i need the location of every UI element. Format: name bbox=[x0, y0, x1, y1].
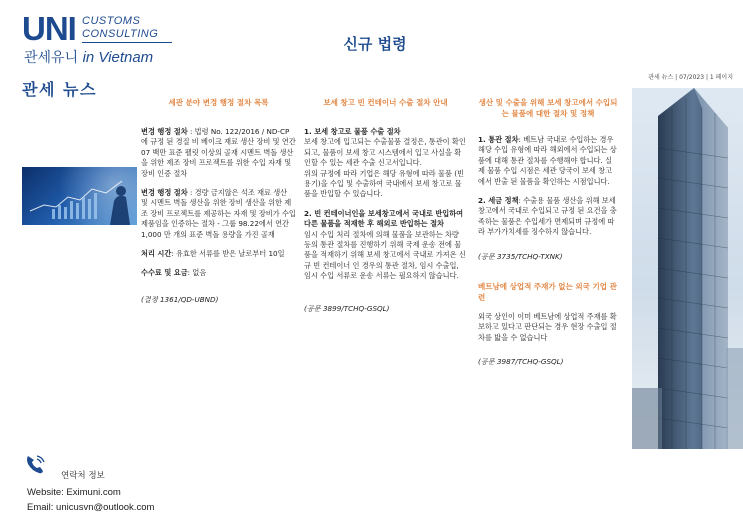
logo-sub-korean: 관세유니 bbox=[24, 50, 79, 66]
column-bonded-warehouse bbox=[304, 97, 467, 314]
company-logo bbox=[22, 12, 172, 67]
page-title: 신규 법령 bbox=[343, 35, 407, 53]
contact-email[interactable]: Email: unicusvn@outlook.com bbox=[27, 502, 155, 513]
column3-reference1: (공문 3735/TCHQ-TXNK) bbox=[478, 251, 563, 261]
logo-customs-text: CUSTOMS bbox=[82, 15, 141, 27]
column3-heading: 생산 및 수출을 위해 보세 창고에서 수입되는 물품에 대한 절차 및 정책 bbox=[478, 98, 618, 118]
logo-divider bbox=[82, 42, 172, 43]
logo-sub-latin: in Vietnam bbox=[82, 49, 154, 66]
column2-sub2-text: 임시 수입 처리 절차에 의해 물품을 보관하는 차량 등의 통관 절차를 진행하기 위해 국제 운송 전에 물품을 적재하기 위해 보세 창고에서 국내로 가져온 신규 빈 컨테이너 인 경우의 통관 절차, 임시 수출입, 임시 수입 서류로 운송 서류는 필요하지 않습니다. bbox=[304, 229, 466, 281]
column1-block2 bbox=[141, 188, 296, 240]
column1-reference: (결정 1361/QD-UBND) bbox=[141, 294, 219, 304]
block1-text: : 법령 No. 122/2016 / ND-CP에 규정 된 경질 비 베이크 재료 생산 장비 및 연간 07 백만 표준 펠릿 이상의 골재 시멘트 벽돌 생산을 위한 제조 장비 프로젝트를 위한 수입 자재 및 장비 인증 절차 bbox=[141, 127, 296, 178]
column-customs-procedures bbox=[141, 97, 296, 305]
column2-sub1-title: 1. 보세 창고로 물품 수출 절차 bbox=[304, 127, 401, 136]
column2-sub1-text: 보세 창고에 입고되는 수출물품 결정은, 통관이 확인되고, 물품이 보세 창고 시스템에서 입고 사실을 확인할 수 있는 세관 수출 신고서입니다. bbox=[304, 137, 466, 168]
column-import-policy bbox=[478, 97, 618, 368]
block4-label: 수수료 및 요금 bbox=[141, 268, 188, 278]
item1-text: : 베트남 국내로 수입하는 경우 해당 수입 유형에 따라 해외에서 수입되는 상품에 대해 통관 절차를 수행해야 합니다. 실제 물품 수입 시점은 세관 당국이 보세 창고에서 반출 된 물품을 확인하는 시점입니다. bbox=[478, 135, 617, 186]
item2-text: : 수출용 물품 생산을 위해 보세 창고에서 국내로 수입되고 규정 된 요건을 충족하는 물품은 수입세가 면제되며 규정에 따라 부가가치세를 징수하지 않습니다. bbox=[478, 196, 617, 237]
column3-item2 bbox=[478, 196, 618, 238]
column3-item1 bbox=[478, 135, 618, 187]
column2-sub2-title: 2. 빈 컨테이너인을 보세창고에서 국내로 반입하여 다른 물품을 적재한 후 해외로 반입하는 절차 bbox=[304, 208, 464, 229]
logo-uni-text: UNI bbox=[22, 10, 76, 47]
column3-subheading: 베트남에 상업적 주재가 없는 외국 기업 관련 bbox=[478, 282, 617, 303]
column1-block1 bbox=[141, 127, 296, 179]
section-title: 관세 뉴스 bbox=[22, 80, 97, 99]
building-photo bbox=[632, 88, 743, 449]
column1-block4 bbox=[141, 268, 296, 278]
column3-reference2: (공문 3987/TCHQ-GSQL) bbox=[478, 357, 564, 367]
logo-subtitle bbox=[24, 47, 153, 67]
phone-icon bbox=[24, 453, 48, 475]
chart-photo bbox=[22, 167, 137, 225]
building-graphic bbox=[632, 88, 743, 449]
column2-reference: (공문 3899/TCHQ-GSQL) bbox=[304, 303, 390, 313]
contact-title: 연락처 정보 bbox=[61, 471, 105, 481]
block1-label: 변경 행정 절차 bbox=[141, 127, 188, 136]
column3-subtext: 외국 상인이 이미 베트남에 상업적 주재를 확보하고 있다고 판단되는 경우 현장 수출입 절차를 밟을 수 없습니다 bbox=[478, 312, 617, 342]
block2-text: : 경량 금지않은 석조 재료 생산 및 시멘트 벽돌 생산을 위한 장비 생산을 위한 제조 장비 프로젝트를 제공하는 자재 및 장비가 수입 제품임을 인증하는 절차 - 그룹 98.22에서 연간 1,000 만 개의 표준 벽돌 용량을 가진 골재 bbox=[141, 188, 296, 239]
column2-heading: 보세 창고 빈 컨테이너 수출 절차 안내 bbox=[323, 98, 448, 107]
column1-heading: 세관 분야 변경 행정 절차 목록 bbox=[168, 98, 269, 107]
block2-label: 변경 행정 절차 bbox=[141, 188, 188, 198]
block3-text: : 유효한 서류를 받은 날로부터 10일 bbox=[171, 249, 285, 259]
logo-consulting-text: CONSULTING bbox=[82, 28, 159, 40]
column2-sub1-text2: 위의 규정에 따라 기업은 해당 유형에 따라 물품 (빈 용기)을 수입 및 수출하여 국내에서 보세 창고로 물품을 반입할 수 있습니다. bbox=[304, 168, 464, 199]
page-meta: 관세 뉴스 | 07/2023 | 1 페이지 bbox=[648, 74, 733, 81]
item1-label: 1. 통관 절차 bbox=[478, 135, 519, 144]
column1-block3 bbox=[141, 249, 296, 259]
item2-label: 2. 세금 정책 bbox=[478, 196, 519, 206]
photo-graphic bbox=[22, 167, 137, 225]
block3-label: 처리 시간 bbox=[141, 249, 172, 259]
block4-text: : 없음 bbox=[187, 268, 207, 278]
contact-website[interactable]: Website: Eximuni.com bbox=[27, 487, 121, 498]
